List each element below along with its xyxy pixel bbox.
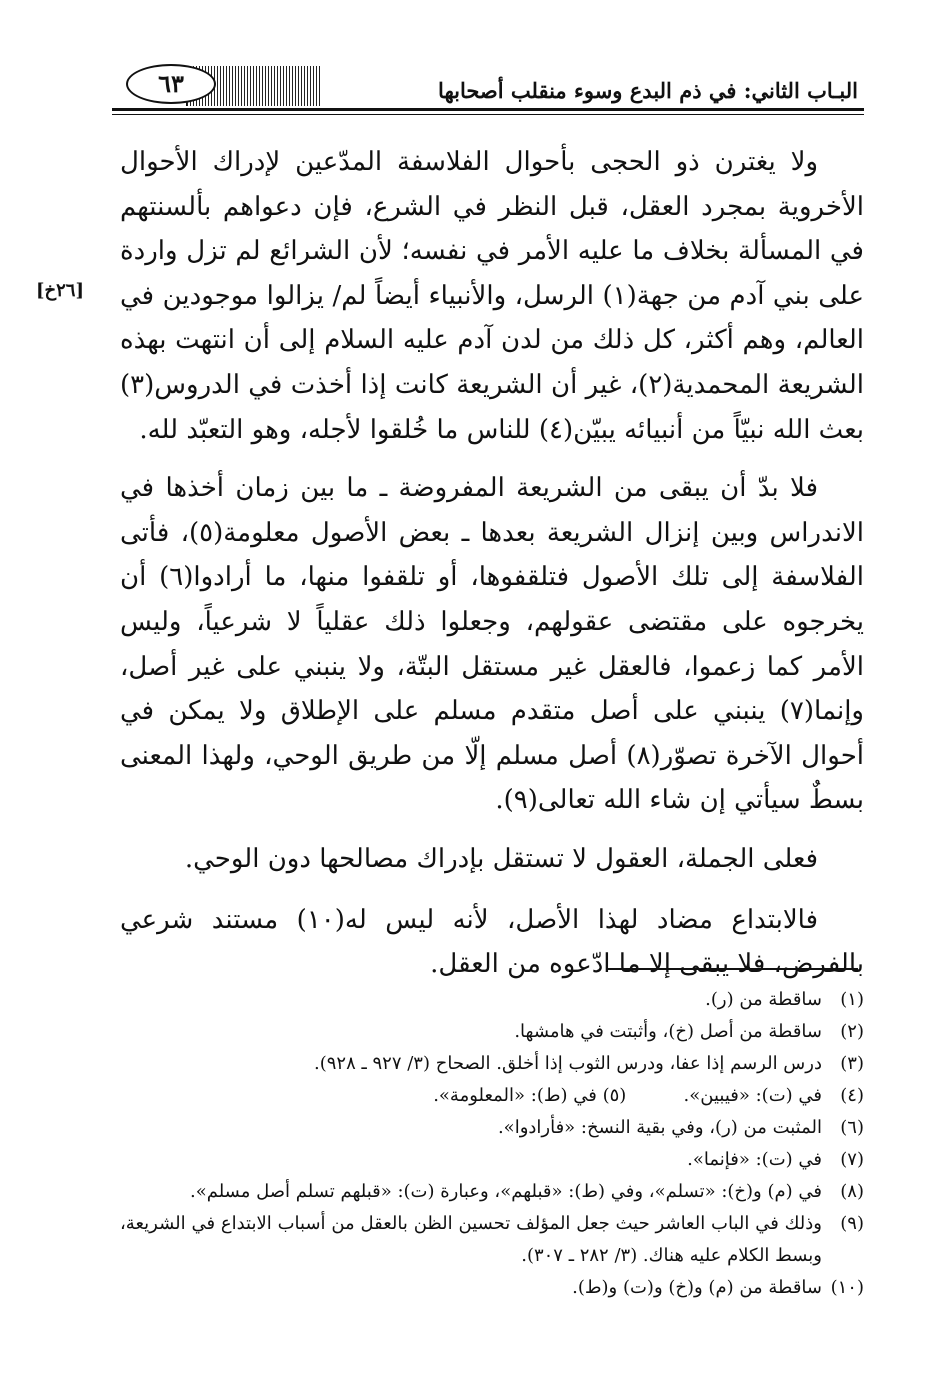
footnote: [120, 1144, 864, 1176]
paragraph: فعلى الجملة، العقول لا تستقل بإدراك مصالحها دون الوحي.: [184, 843, 818, 874]
footnote: [120, 1272, 864, 1304]
footnote-number: (٦): [840, 1117, 864, 1138]
footnote-text: في (ت): «فيبين». (٥) في (ط): «المعلومة».: [433, 1085, 822, 1106]
footnote-text: ساقطة من (م) و(خ) و(ت) و(ط).: [572, 1277, 822, 1298]
footnote-number: (٧): [840, 1149, 864, 1170]
footnote-number: (٣): [840, 1053, 864, 1074]
paragraph: فلا بدّ أن يبقى من الشريعة المفروضة ـ ما بين زمان أخذها في الاندراس وبين إنزال الشريعة بعدها ـ بعض الأصول معلومة(٥)، فأتى الفلاسفة إلى تلك الأصول فتلقفوها، أو تلقفوا منها، ما أرادوا(٦) أن يخرجوه على مقتضى عقولهم، وجعلوا ذلك عقلياً لا شرعياً، وليس الأمر كما زعموا، فالعقل غير مستقل البتّة، ولا ينبني على غير أصل، وإنما(٧) ينبني على أصل متقدم مسلم على الإطلاق ولا يمكن في أحوال الآخرة تصوّر(٨) أصل مسلم إلّا من طريق الوحي، ولهذا المعنى بسطٌ سيأتي إن شاء الله تعالى(٩).: [120, 473, 864, 816]
footnote-text: وذلك في الباب العاشر حيث جعل المؤلف تحسين الظن بالعقل من أسباب الابتداع في الشريعة، وبسط الكلام عليه هناك. (٣/ ٢٨٢ ـ ٣٠٧).: [120, 1213, 822, 1266]
paragraph: ولا يغترن ذو الحجى بأحوال الفلاسفة المدّعين لإدراك الأحوال الأخروية بمجرد العقل، قبل النظر في الشرع، فإن دعواهم بألسنتهم في المسألة بخلاف ما عليه الأمر في نفسه؛ لأن الشرائع لم تزل واردة على بني آدم من جهة(١) الرسل، والأنبياء أيضاً لم/ يزالوا موجودين في العالم، وهم أكثر، كل ذلك من لدن آدم عليه السلام إلى أن انتهت بهذه الشريعة المحمدية(٢)، غير أن الشريعة كانت إذا أخذت في الدروس(٣) بعث الله نبيّاً من أنبيائه يبيّن(٤) للناس ما خُلقوا لأجله، وهو التعبّد لله.: [120, 147, 864, 445]
footnote: [120, 1208, 864, 1272]
footnote-number: (٤): [840, 1085, 864, 1106]
footnote-number: (٨): [840, 1181, 864, 1202]
paragraph: فالابتداع مضاد لهذا الأصل، لأنه ليس له(١٠) مستند شرعي بالفرض، فلا يبقى إلا ما ادّعوه من العقل.: [120, 904, 864, 980]
footnote-text: ساقطة من (ر).: [705, 989, 822, 1010]
footnote-text: ساقطة من أصل (خ)، وأثبتت في هامشها.: [514, 1021, 822, 1042]
footnote-text: درس الرسم إذا عفا، ودرس الثوب إذا أخلق. الصحاح (٣/ ٩٢٧ ـ ٩٢٨).: [314, 1053, 822, 1074]
footnote-number: (١): [840, 989, 864, 1010]
footnote-separator: [608, 968, 858, 970]
header-rule: [112, 108, 864, 111]
header-rule-thin: [112, 114, 864, 115]
footnote: [120, 1176, 864, 1208]
footnote: [120, 1080, 864, 1112]
footnote-text: المثبت من (ر)، وفي بقية النسخ: «فأرادوا».: [497, 1117, 822, 1138]
margin-manuscript-ref: [٢٦خ]: [36, 280, 85, 301]
footnote-number: (٩): [840, 1213, 864, 1234]
main-text: [120, 140, 864, 1001]
footnote-number: (١٠): [830, 1277, 864, 1298]
header-title: البـاب الثاني: في ذم البدع وسوء منقلب أصحابها: [438, 78, 858, 103]
running-header: [112, 60, 864, 116]
footnote: [120, 1048, 864, 1080]
footnote-text: في (م) و(خ): «تسلم»، وفي (ط): «قبلهم»، وعبارة (ت): «قبلهم تسلم أصل مسلم».: [190, 1181, 822, 1202]
footnotes: [120, 984, 864, 1304]
footnote: [120, 1112, 864, 1144]
footnote-number: (٢): [840, 1021, 864, 1042]
footnote: [120, 984, 864, 1016]
page-number: ٦٣: [126, 64, 216, 104]
footnote: [120, 1016, 864, 1048]
footnote-text: في (ت): «فإنما».: [687, 1149, 822, 1170]
